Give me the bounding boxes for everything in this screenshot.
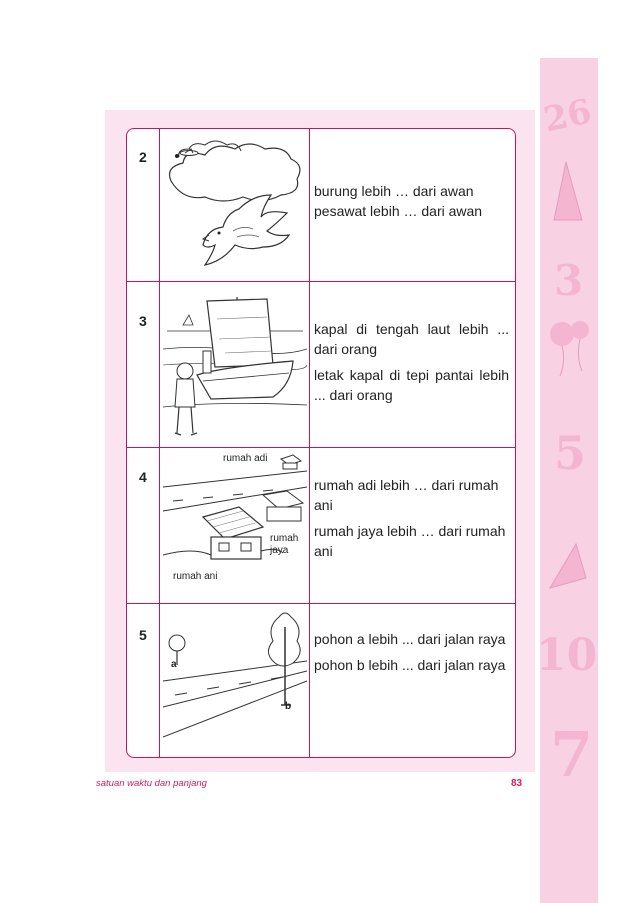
column-divider [309, 129, 310, 757]
row-text [314, 629, 509, 681]
decor-number: 5 [554, 426, 587, 480]
balloons-icon [544, 316, 594, 386]
worksheet-table [126, 128, 516, 758]
question-line: pohon a lebih ... dari jalan raya [314, 631, 506, 647]
question-line: burung lebih … dari awan [314, 183, 474, 199]
house-label: jaya [270, 545, 289, 556]
party-hat-icon [548, 158, 588, 228]
row-number: 3 [139, 313, 147, 329]
decor-number: 7 [550, 718, 594, 791]
decor-number: 3 [554, 256, 584, 305]
decorative-side-strip [536, 58, 598, 903]
row-number: 2 [139, 149, 147, 165]
question-line: pesawat lebih … dari awan [314, 203, 483, 219]
question-line: rumah adi lebih … dari rumah ani [314, 477, 499, 513]
party-hat-icon [546, 538, 594, 598]
footer-chapter-title: satuan waktu dan panjang [96, 778, 207, 789]
tree-label: a [171, 659, 177, 670]
house-label: rumah [270, 533, 299, 544]
question-line: kapal di tengah laut lebih ... dari orang [314, 321, 509, 357]
row-divider [127, 281, 515, 282]
trees-road-illustration [163, 607, 307, 747]
house-label: rumah ani [173, 571, 218, 582]
row-text [314, 319, 509, 411]
question-line: rumah jaya lebih … dari rumah ani [314, 523, 506, 559]
question-line: letak kapal di tepi pantai lebih ... dari orang [314, 367, 509, 403]
bird-cloud-illustration [163, 133, 307, 275]
row-number: 4 [139, 469, 147, 485]
column-divider [159, 129, 160, 757]
row-text [314, 181, 509, 227]
row-divider [127, 603, 515, 604]
decor-number: 26 [540, 91, 595, 141]
question-line: pohon b lebih ... dari jalan raya [314, 657, 506, 673]
row-number: 5 [139, 627, 147, 643]
row-text [314, 475, 509, 567]
decor-number: 10 [536, 630, 598, 681]
row-divider [127, 447, 515, 448]
ship-beach-illustration [163, 289, 307, 441]
tree-label: b [285, 701, 292, 712]
house-label: rumah adi [223, 453, 268, 464]
page-number: 83 [511, 778, 523, 789]
